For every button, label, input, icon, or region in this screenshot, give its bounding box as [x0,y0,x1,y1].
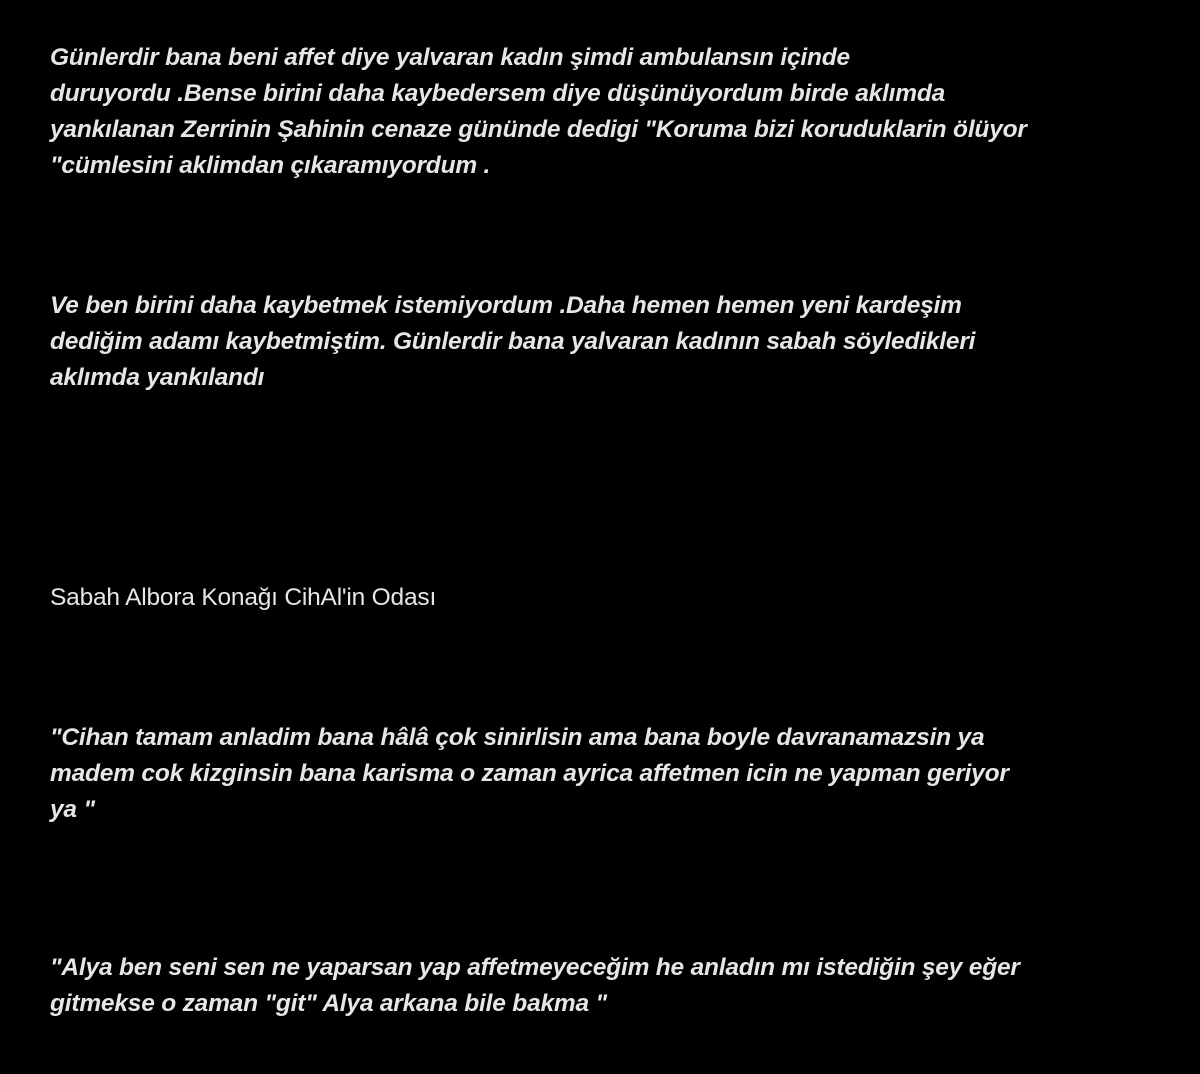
scene-heading: Sabah Albora Konağı CihAl'in Odası [50,584,437,611]
narration-paragraph-1: Günlerdir bana beni affet diye yalvaran kadın şimdi ambulansın içinde duruyordu .Bense birini daha kaybedersem diye düşünüyordum birde aklımda yankılanan Zerrinin Şahinin cenaze gününde dedigi "Koruma bizi koruduklarin ölüyor "cümlesini aklimdan çıkaramıyordum . [50,44,1027,179]
dialogue-cihan: "Alya ben seni sen ne yaparsan yap affetmeyeceğim he anladın mı istediğin şey eğer gitmekse o zaman "git" Alya arkana bile bakma " [50,954,1020,1017]
narration-paragraph-2: Ve ben birini daha kaybetmek istemiyordum .Daha hemen hemen yeni kardeşim dediğim adamı kaybetmiştim. Günlerdir bana yalvaran kadının sabah söyledikleri aklımda yankılandı [50,292,976,391]
dialogue-alya: "Cihan tamam anladim bana hâlâ çok sinirlisin ama bana boyle davranamazsin ya madem cok kizginsin bana karisma o zaman ayrica affetmen icin ne yapman geriyor ya " [50,724,1009,823]
